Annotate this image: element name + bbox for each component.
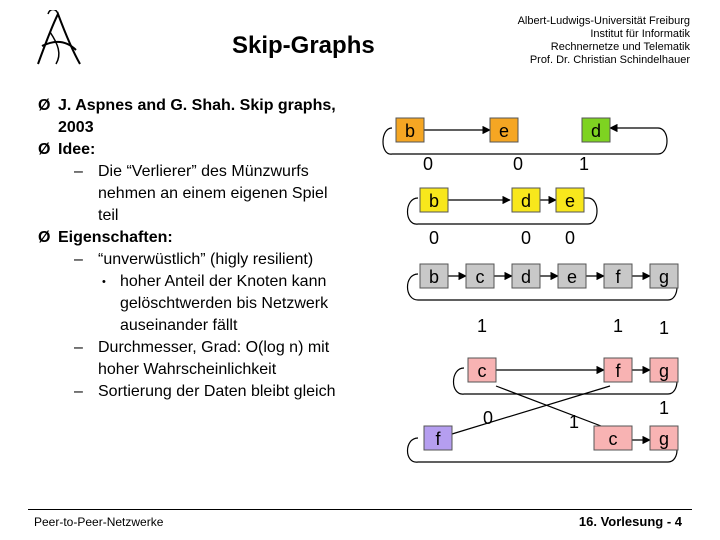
link-edge — [452, 386, 610, 434]
bullet-marker: – — [74, 339, 83, 356]
digit-row — [429, 228, 575, 248]
node-label: f — [615, 361, 621, 381]
bullet-item — [38, 95, 348, 139]
digit-row — [423, 154, 589, 174]
bullet-marker: Ø — [38, 97, 51, 114]
affiliation-line: Rechnernetze und Telematik — [550, 41, 690, 53]
bullet-item — [38, 381, 348, 403]
node-label: e — [566, 267, 578, 287]
bullet-text: “unverwüstlich” (higly resilient) — [98, 251, 314, 268]
bullet-item — [38, 139, 348, 161]
bullet-text: Die “Verlierer” des Münzwurfs nehmen an einem eigenen Spiel teil — [98, 163, 328, 224]
digit-row — [483, 398, 669, 432]
bullet-item — [38, 227, 348, 249]
node-label: g — [658, 267, 670, 287]
membership-digit: 0 — [520, 228, 532, 248]
footer-course-name: Peer-to-Peer-Netzwerke — [34, 515, 164, 529]
bullet-item — [38, 161, 348, 227]
affiliation-line: Prof. Dr. Christian Schindelhauer — [529, 54, 690, 66]
bullet-marker: Ø — [38, 229, 51, 246]
skip-graph-diagram — [378, 104, 688, 466]
bullet-text: Sortierung der Daten bleibt gleich — [98, 383, 336, 400]
membership-digit: 1 — [568, 412, 580, 432]
bullet-marker: – — [74, 163, 83, 180]
node-label: e — [564, 191, 576, 211]
node-label: d — [520, 191, 532, 211]
bullet-item — [38, 249, 348, 271]
node-label: g — [658, 429, 670, 449]
node-label: c — [475, 267, 485, 287]
node-label: b — [404, 121, 416, 141]
node-label: c — [477, 361, 487, 381]
bullet-item — [38, 337, 348, 381]
node-label: d — [590, 121, 602, 141]
affiliation-block — [518, 15, 690, 67]
node-row-level2b — [424, 426, 678, 450]
bullet-text: Eigenschaften: — [58, 229, 173, 246]
university-logo-icon — [28, 10, 86, 68]
bullet-item — [38, 271, 348, 337]
footer-page-number: 16. Vorlesung - 4 — [578, 514, 682, 529]
membership-digit: 0 — [428, 228, 440, 248]
footer-divider — [28, 509, 692, 510]
bullet-text: J. Aspnes and G. Shah. Skip graphs, 2003 — [58, 97, 336, 136]
node-label: b — [428, 191, 440, 211]
membership-digit: 0 — [512, 154, 524, 174]
bullet-text: hoher Anteil der Knoten kann gelöschtwerden bis Netzwerk auseinander fällt — [120, 273, 329, 334]
membership-digit: 0 — [482, 408, 494, 428]
membership-digit: 0 — [564, 228, 576, 248]
bullet-marker: – — [74, 383, 83, 400]
digit-row — [477, 316, 669, 338]
node-label: c — [608, 429, 618, 449]
node-label: b — [428, 267, 440, 287]
node-label: f — [615, 267, 621, 287]
membership-digit: 1 — [658, 318, 670, 338]
bullet-marker: Ø — [38, 141, 51, 158]
affiliation-line: Institut für Informatik — [590, 28, 690, 40]
bullet-text: Idee: — [58, 141, 96, 158]
membership-digit: 1 — [476, 316, 488, 336]
bullet-list — [38, 95, 348, 403]
membership-digit: 1 — [658, 398, 670, 418]
node-label: e — [498, 121, 510, 141]
bullet-marker: • — [102, 276, 106, 288]
node-label: f — [435, 429, 441, 449]
membership-digit: 1 — [578, 154, 590, 174]
slide-title: Skip-Graphs — [232, 32, 375, 59]
affiliation-line: Albert-Ludwigs-Universität Freiburg — [517, 15, 690, 27]
membership-digit: 0 — [422, 154, 434, 174]
bullet-marker: – — [74, 251, 83, 268]
membership-digit: 1 — [612, 316, 624, 336]
ring-edge — [383, 128, 667, 154]
bullet-text: Durchmesser, Grad: O(log n) mit hoher Wahrscheinlichkeit — [98, 339, 330, 378]
node-label: g — [658, 361, 670, 381]
node-label: d — [520, 267, 532, 287]
